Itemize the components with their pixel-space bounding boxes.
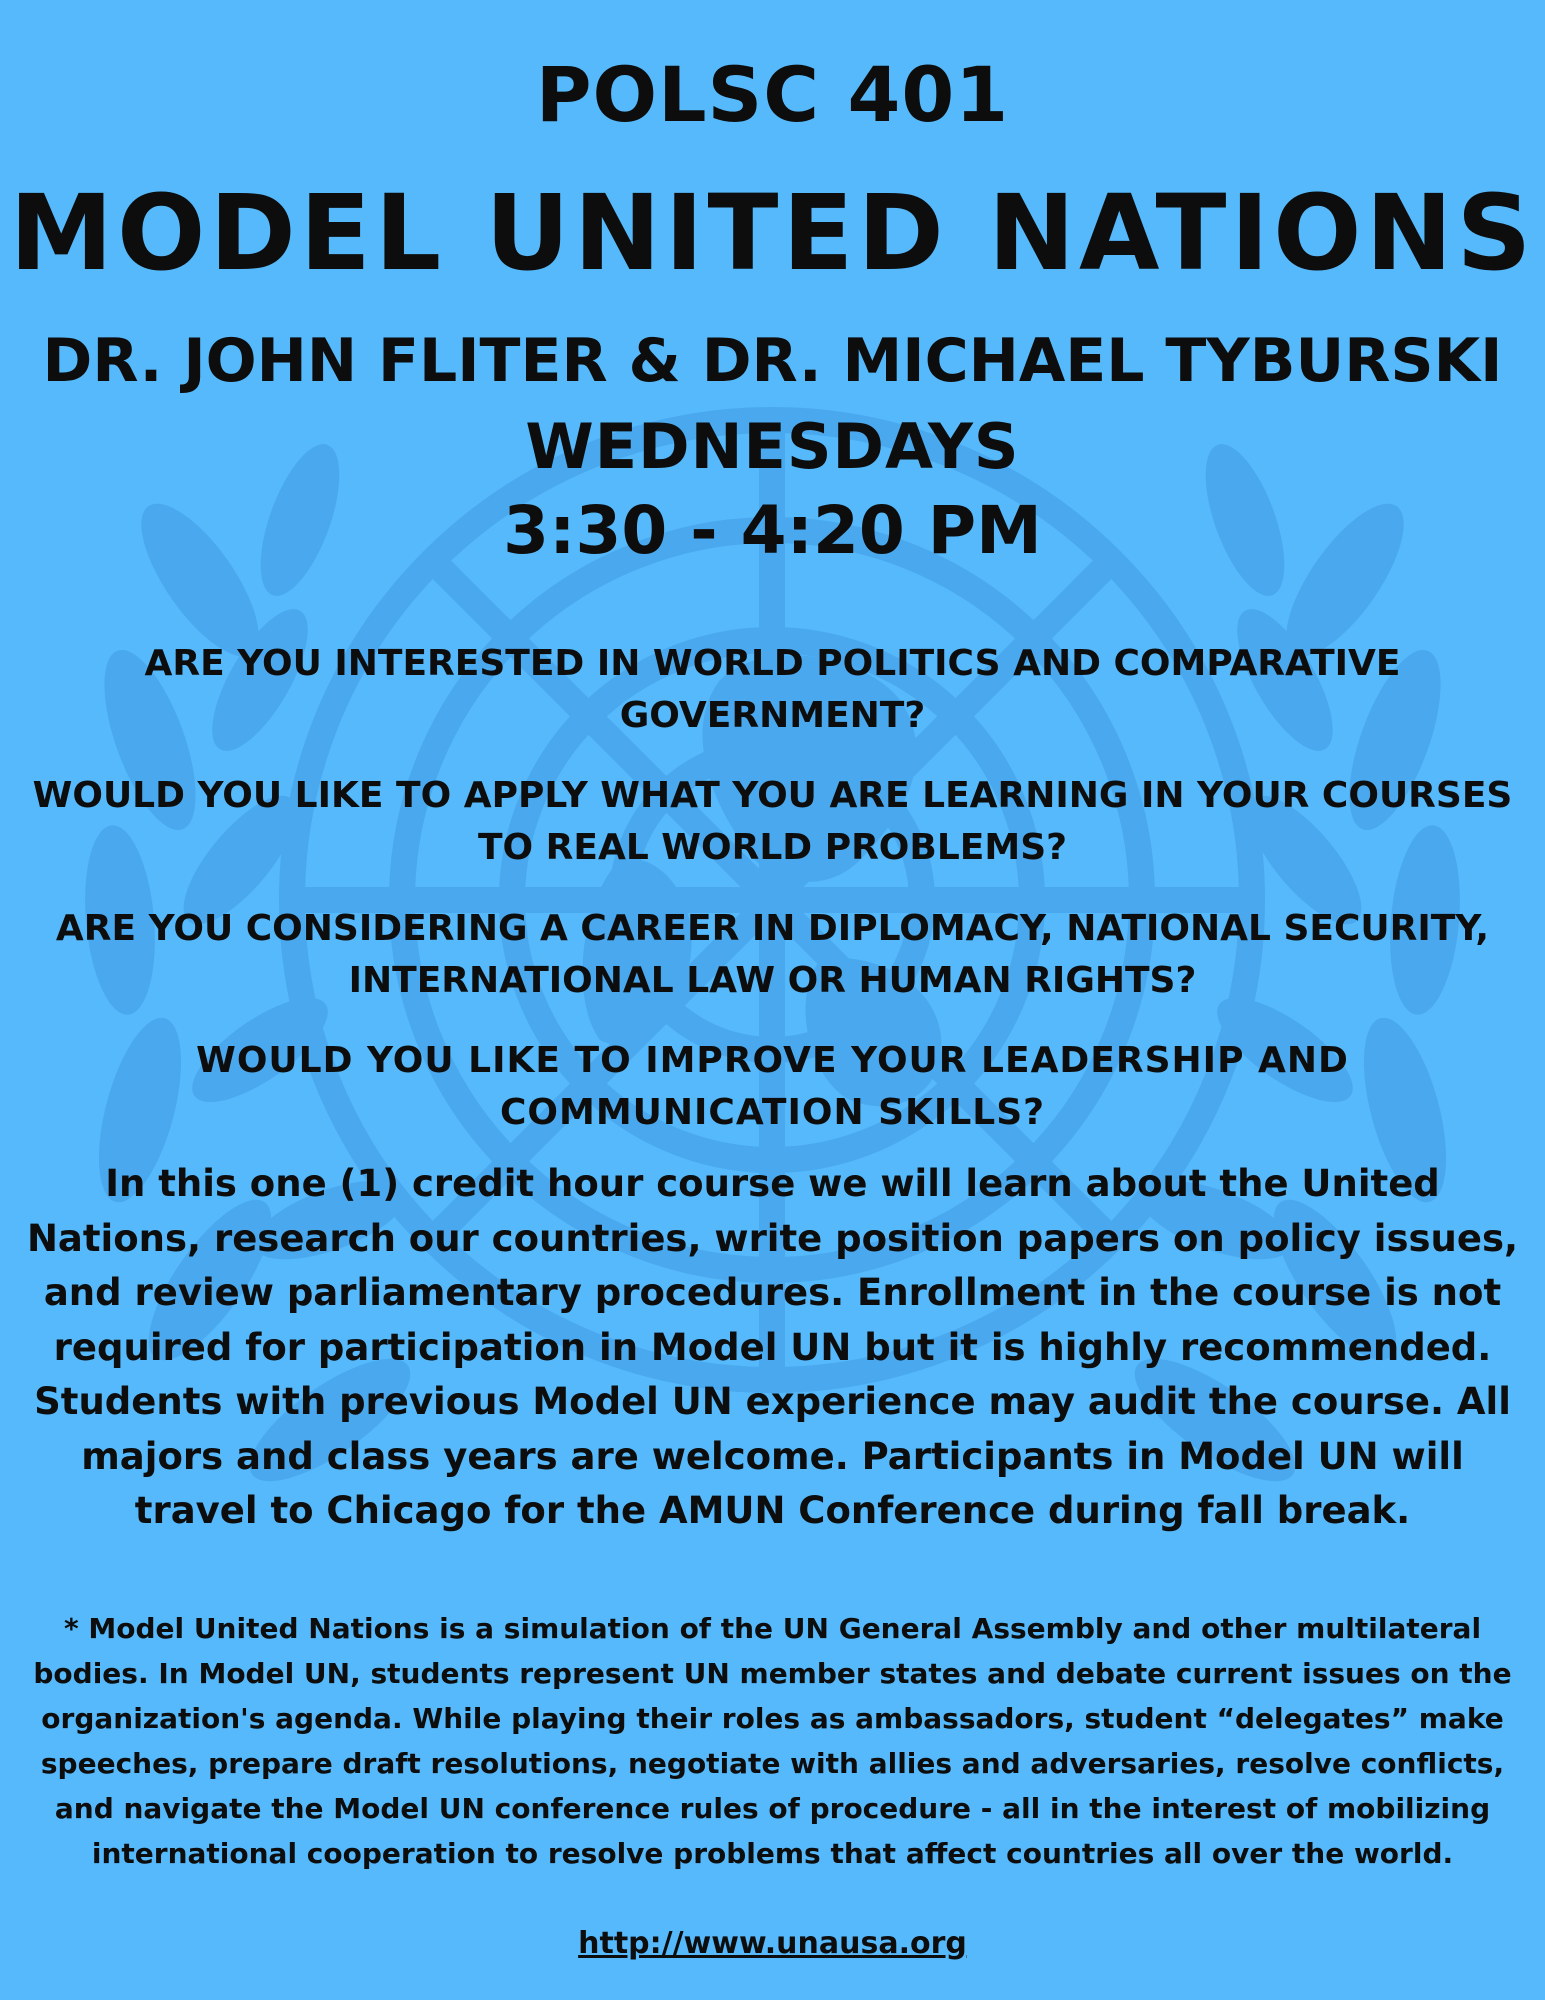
unausa-link[interactable]: http://www.unausa.org [578,1926,967,1961]
course-title: MODEL UNITED NATIONS [9,172,1536,294]
instructors: DR. JOHN FLITER & DR. MICHAEL TYBURSKI [42,326,1503,396]
course-description: In this one (1) credit hour course we will learn about the United Nations, research our countries, write position papers on policy issues, and review parliamentary procedures. Enrollment in the course is not required for participation in Model UN but it is highly recommended. Students with previous Model UN experience may audit the course. All majors and class years are welcome. Participants in Model UN will travel to Chicago for the AMUN Conference during fall break. [26,1162,1519,1532]
question-career: ARE YOU CONSIDERING A CAREER IN DIPLOMACY, NATIONAL SECURITY, INTERNATIONAL LAW OR HUMAN RIGHTS? [55,908,1490,1001]
course-code: POLSC 401 [535,50,1010,139]
footnote: * Model United Nations is a simulation of the UN General Assembly and other multilateral bodies. In Model UN, students represent UN member states and debate current issues on the organization's agenda. While playing their roles as ambassadors, student “delegates” make speeches, prepare draft resolutions, negotiate with allies and adversaries, resolve conflicts, and navigate the Model UN conference rules of procedure - all in the interest of mobilizing international cooperation to resolve problems that affect countries all over the world. [33,1612,1512,1870]
schedule-time: 3:30 - 4:20 PM [503,492,1042,569]
schedule-day: WEDNESDAYS [525,410,1020,483]
question-world-politics: ARE YOU INTERESTED IN WORLD POLITICS AND COMPARATIVE GOVERNMENT? [144,643,1401,736]
question-leadership: WOULD YOU LIKE TO IMPROVE YOUR LEADERSHIP AND COMMUNICATION SKILLS? [196,1040,1349,1133]
question-real-world: WOULD YOU LIKE TO APPLY WHAT YOU ARE LEARNING IN YOUR COURSES TO REAL WORLD PROBLEMS? [32,775,1513,868]
unausa-link-container [0,1926,1545,1961]
